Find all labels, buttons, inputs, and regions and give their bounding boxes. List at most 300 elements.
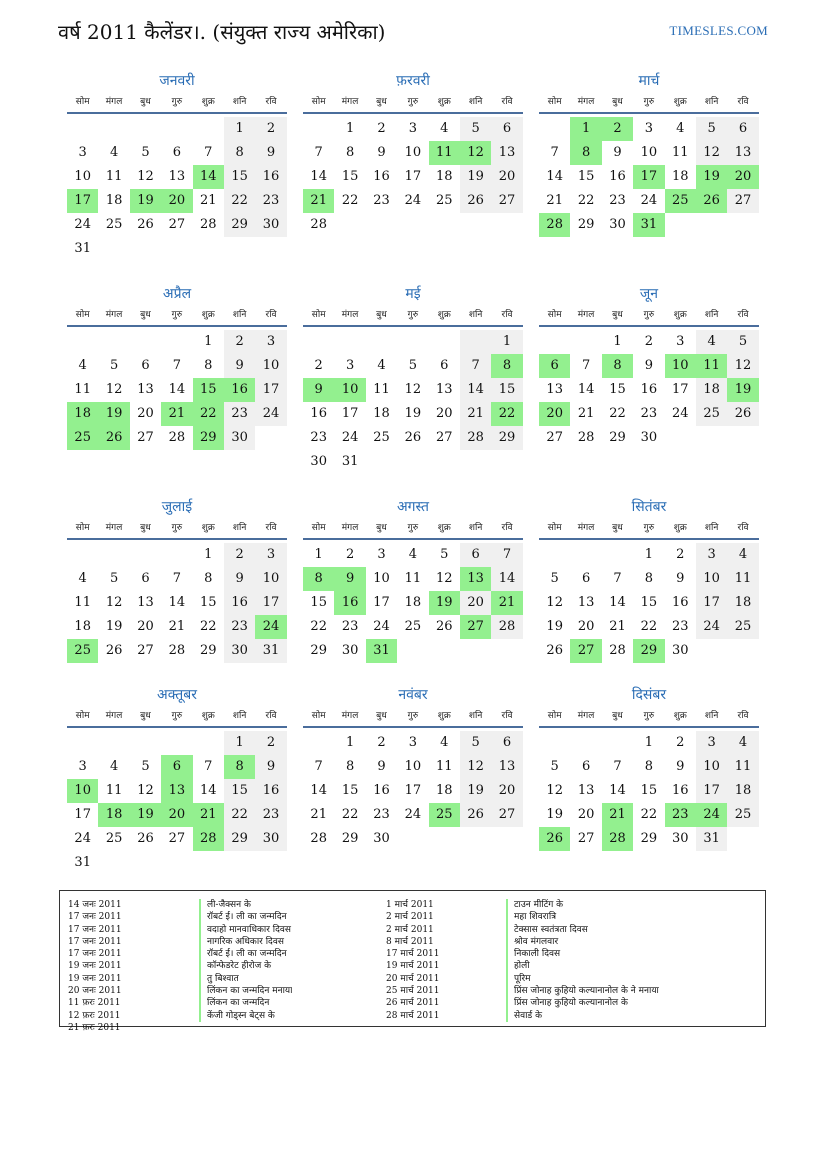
empty-cell bbox=[397, 213, 428, 237]
empty-cell bbox=[727, 827, 758, 851]
weekday-label: शुक्र bbox=[201, 523, 215, 533]
day-cell: 11 bbox=[105, 169, 123, 184]
weekday-label: शनि bbox=[232, 310, 247, 320]
holiday-name: कॉन्फेडरेट हीरोज के bbox=[199, 960, 292, 972]
day-cell: 4 bbox=[727, 731, 758, 755]
holiday-day-cell: 31 bbox=[633, 213, 664, 237]
day-cell: 25 bbox=[404, 619, 422, 634]
weekday-label: बुध bbox=[612, 523, 623, 533]
holiday-name: श्रोव मंगलवार bbox=[506, 936, 659, 948]
holiday-date: 28 मार्च 2011 bbox=[386, 1010, 440, 1021]
month-3 bbox=[539, 70, 759, 237]
day-cell: 1 bbox=[345, 735, 355, 750]
weekday-label: शनि bbox=[232, 523, 247, 533]
holiday-day-cell: 8 bbox=[602, 354, 633, 378]
weekday-label: बुध bbox=[376, 310, 387, 320]
day-cell: 17 bbox=[74, 807, 91, 822]
empty-cell bbox=[130, 330, 161, 354]
weekday-label: शनि bbox=[468, 97, 483, 107]
day-cell: 14 bbox=[168, 595, 186, 610]
empty-cell bbox=[460, 213, 491, 237]
day-cell: 28 bbox=[609, 643, 626, 658]
weekday-header bbox=[67, 706, 287, 728]
empty-cell bbox=[539, 543, 570, 567]
day-cell: 14 bbox=[168, 382, 186, 397]
holiday-date: 17 मार्च 2011 bbox=[386, 949, 440, 960]
weekday-label: सोम bbox=[311, 310, 326, 320]
day-cell: 3 bbox=[408, 735, 417, 750]
holiday-name: केंजी गोड्स्न बेट्स के bbox=[199, 1010, 292, 1022]
holiday-name: रॉबर्ट ई। ली का जन्मदिन bbox=[199, 948, 292, 960]
day-cell: 30 bbox=[671, 643, 689, 658]
holiday-date: 17 जनः 2011 bbox=[68, 949, 122, 960]
day-cell: 23 bbox=[224, 615, 255, 639]
day-cell: 5 bbox=[460, 731, 491, 755]
empty-cell bbox=[303, 330, 334, 354]
holiday-name: लिंकन का जन्मदिन bbox=[199, 997, 292, 1009]
holiday-day-cell: 11 bbox=[429, 141, 460, 165]
holiday-day-cell: 27 bbox=[570, 639, 601, 663]
day-cell: 29 bbox=[310, 643, 327, 658]
weekday-label: गुरु bbox=[407, 523, 419, 533]
holiday-day-cell: 16 bbox=[334, 591, 365, 615]
day-cell: 25 bbox=[435, 193, 453, 208]
day-cell: 10 bbox=[255, 354, 286, 378]
day-cell: 24 bbox=[696, 615, 727, 639]
day-cell: 19 bbox=[546, 807, 563, 822]
day-cell: 12 bbox=[105, 382, 123, 397]
day-cell: 13 bbox=[727, 141, 758, 165]
weekday-label: रवि bbox=[501, 523, 513, 533]
empty-cell bbox=[429, 827, 460, 851]
day-cell: 14 bbox=[609, 783, 626, 798]
weekday-label: गुरु bbox=[407, 97, 419, 107]
day-cell: 18 bbox=[696, 378, 727, 402]
weekday-label: सोम bbox=[311, 97, 326, 107]
day-cell: 29 bbox=[577, 217, 595, 232]
day-cell: 7 bbox=[172, 571, 181, 586]
month-title: फ़रवरी bbox=[396, 73, 430, 89]
day-cell: 18 bbox=[727, 591, 758, 615]
day-cell: 30 bbox=[341, 643, 359, 658]
day-cell: 21 bbox=[609, 619, 626, 634]
day-cell: 22 bbox=[577, 193, 595, 208]
day-cell: 9 bbox=[224, 354, 255, 378]
day-cell: 16 bbox=[373, 169, 390, 184]
day-cell: 1 bbox=[224, 731, 255, 755]
day-cell: 4 bbox=[696, 330, 727, 354]
day-cell: 15 bbox=[577, 169, 595, 184]
empty-cell bbox=[334, 213, 365, 237]
weekday-label: बुध bbox=[140, 523, 151, 533]
month-11 bbox=[303, 684, 523, 851]
day-cell: 30 bbox=[671, 831, 689, 846]
holiday-names-col2 bbox=[506, 899, 659, 1034]
day-cell: 7 bbox=[613, 759, 622, 774]
day-cell: 5 bbox=[550, 571, 559, 586]
empty-cell bbox=[130, 117, 161, 141]
weekday-label: शनि bbox=[704, 523, 719, 533]
empty-cell bbox=[602, 731, 633, 755]
weekday-label: शुक्र bbox=[673, 97, 687, 107]
empty-cell bbox=[255, 426, 286, 450]
day-cell: 4 bbox=[78, 571, 87, 586]
day-cell: 23 bbox=[341, 619, 359, 634]
weekday-label: सोम bbox=[547, 97, 562, 107]
empty-cell bbox=[460, 330, 491, 354]
empty-cell bbox=[491, 450, 522, 474]
day-cell: 12 bbox=[404, 382, 422, 397]
day-cell: 23 bbox=[255, 189, 286, 213]
holiday-dates-col1 bbox=[68, 899, 122, 1034]
day-cell: 27 bbox=[137, 430, 154, 445]
holiday-list bbox=[59, 890, 766, 1033]
day-cell: 30 bbox=[255, 827, 286, 851]
empty-cell bbox=[193, 117, 224, 141]
holiday-name: महा शिवरात्रि bbox=[506, 911, 659, 923]
day-cell: 27 bbox=[168, 831, 186, 846]
empty-cell bbox=[696, 639, 727, 663]
day-cell: 5 bbox=[141, 759, 150, 774]
brand-link[interactable]: TIMESLES.COM bbox=[669, 23, 768, 38]
holiday-name: प्रिंस जोनाह कुहियो कल्यानानोल के ने मनाया bbox=[506, 985, 659, 997]
day-cell: 18 bbox=[727, 779, 758, 803]
day-cell: 24 bbox=[640, 193, 658, 208]
day-cell: 26 bbox=[137, 831, 154, 846]
month-title: नवंबर bbox=[398, 687, 428, 703]
day-cell: 3 bbox=[377, 547, 386, 562]
empty-cell bbox=[98, 237, 129, 261]
holiday-day-cell: 25 bbox=[429, 803, 460, 827]
holiday-date: 25 मार्च 2011 bbox=[386, 986, 440, 997]
days-grid bbox=[303, 330, 523, 474]
day-cell: 21 bbox=[460, 402, 491, 426]
weekday-label: शनि bbox=[704, 97, 719, 107]
month-5 bbox=[303, 283, 523, 474]
day-cell: 1 bbox=[204, 547, 213, 562]
weekday-header bbox=[539, 706, 759, 728]
weekday-label: रवि bbox=[501, 310, 513, 320]
day-cell: 28 bbox=[168, 643, 186, 658]
day-cell: 12 bbox=[137, 783, 154, 798]
holiday-day-cell: 6 bbox=[539, 354, 570, 378]
empty-cell bbox=[727, 426, 758, 450]
day-cell: 10 bbox=[373, 571, 390, 586]
holiday-day-cell: 27 bbox=[460, 615, 491, 639]
weekday-label: गुरु bbox=[171, 310, 183, 320]
day-cell: 12 bbox=[546, 595, 563, 610]
month-title: मई bbox=[405, 286, 421, 302]
day-cell: 19 bbox=[404, 406, 422, 421]
day-cell: 18 bbox=[105, 193, 123, 208]
day-cell: 6 bbox=[581, 571, 591, 586]
weekday-label: बुध bbox=[140, 711, 151, 721]
holiday-date: 2 मार्च 2011 bbox=[386, 912, 434, 923]
weekday-label: शुक्र bbox=[201, 711, 215, 721]
weekday-label: शनि bbox=[468, 711, 483, 721]
day-cell: 23 bbox=[224, 402, 255, 426]
day-cell: 13 bbox=[491, 141, 522, 165]
weekday-label: बुध bbox=[376, 523, 387, 533]
weekday-label: मंगल bbox=[105, 97, 123, 107]
holiday-dates-col2 bbox=[386, 899, 440, 1034]
empty-cell bbox=[193, 237, 224, 261]
empty-cell bbox=[397, 827, 428, 851]
holiday-names-col1 bbox=[199, 899, 292, 1034]
day-cell: 3 bbox=[255, 330, 286, 354]
day-cell: 23 bbox=[310, 430, 327, 445]
month-title: अप्रैल bbox=[162, 286, 192, 302]
weekday-label: गुरु bbox=[643, 523, 655, 533]
day-cell: 16 bbox=[609, 169, 626, 184]
day-cell: 6 bbox=[141, 358, 150, 373]
day-cell: 5 bbox=[460, 117, 491, 141]
empty-cell bbox=[98, 330, 129, 354]
weekday-label: मंगल bbox=[577, 97, 595, 107]
weekday-label: सोम bbox=[311, 523, 326, 533]
holiday-name: ली-जैक्सन के bbox=[199, 899, 292, 911]
day-cell: 27 bbox=[491, 189, 522, 213]
holiday-day-cell: 21 bbox=[193, 803, 224, 827]
month-title: जून bbox=[639, 286, 659, 302]
empty-cell bbox=[366, 213, 397, 237]
day-cell: 2 bbox=[676, 735, 685, 750]
weekday-label: मंगल bbox=[341, 711, 359, 721]
holiday-date: 20 जनः 2011 bbox=[68, 986, 122, 997]
day-cell: 4 bbox=[377, 358, 386, 373]
days-grid bbox=[303, 543, 523, 663]
empty-cell bbox=[429, 330, 460, 354]
holiday-day-cell: 13 bbox=[161, 779, 192, 803]
weekday-header bbox=[539, 92, 759, 114]
day-cell: 6 bbox=[581, 759, 591, 774]
empty-cell bbox=[161, 543, 192, 567]
days-grid bbox=[539, 330, 759, 450]
day-cell: 22 bbox=[640, 619, 658, 634]
day-cell: 28 bbox=[199, 217, 217, 232]
empty-cell bbox=[98, 117, 129, 141]
empty-cell bbox=[130, 731, 161, 755]
day-cell: 8 bbox=[204, 571, 213, 586]
empty-cell bbox=[397, 330, 428, 354]
weekday-label: गुरु bbox=[643, 310, 655, 320]
holiday-name: सेवार्ड के bbox=[506, 1010, 659, 1022]
weekday-label: रवि bbox=[265, 523, 277, 533]
empty-cell bbox=[255, 237, 286, 261]
month-10 bbox=[67, 684, 287, 875]
day-cell: 17 bbox=[696, 779, 727, 803]
weekday-label: सोम bbox=[75, 310, 90, 320]
holiday-name: टेक्सास स्वतंत्रता दिवस bbox=[506, 924, 659, 936]
holiday-day-cell: 19 bbox=[130, 803, 161, 827]
day-cell: 11 bbox=[404, 571, 422, 586]
day-cell: 4 bbox=[676, 121, 685, 136]
day-cell: 5 bbox=[109, 571, 119, 586]
day-cell: 29 bbox=[199, 643, 217, 658]
day-cell: 2 bbox=[676, 547, 685, 562]
holiday-day-cell: 28 bbox=[193, 827, 224, 851]
weekday-header bbox=[67, 92, 287, 114]
day-cell: 28 bbox=[310, 831, 327, 846]
day-cell: 11 bbox=[105, 783, 123, 798]
day-cell: 7 bbox=[314, 145, 323, 160]
day-cell: 19 bbox=[105, 619, 123, 634]
day-cell: 10 bbox=[404, 759, 422, 774]
day-cell: 16 bbox=[310, 406, 327, 421]
day-cell: 5 bbox=[109, 358, 119, 373]
day-cell: 25 bbox=[105, 831, 123, 846]
holiday-day-cell: 10 bbox=[67, 779, 98, 803]
holiday-date: 19 मार्च 2011 bbox=[386, 961, 440, 972]
day-cell: 16 bbox=[671, 783, 689, 798]
day-cell: 28 bbox=[460, 426, 491, 450]
day-cell: 21 bbox=[168, 619, 186, 634]
day-cell: 4 bbox=[440, 735, 449, 750]
month-title: जनवरी bbox=[159, 73, 195, 89]
month-title: अगस्त bbox=[396, 499, 429, 515]
day-cell: 12 bbox=[137, 169, 154, 184]
empty-cell bbox=[255, 851, 286, 875]
day-cell: 8 bbox=[204, 358, 213, 373]
holiday-day-cell: 19 bbox=[98, 402, 129, 426]
holiday-day-cell: 13 bbox=[460, 567, 491, 591]
day-cell: 1 bbox=[613, 334, 622, 349]
day-cell: 2 bbox=[314, 358, 323, 373]
days-grid bbox=[67, 330, 287, 450]
day-cell: 4 bbox=[440, 121, 449, 136]
day-cell: 12 bbox=[696, 141, 727, 165]
holiday-day-cell: 24 bbox=[696, 803, 727, 827]
day-cell: 30 bbox=[310, 454, 327, 469]
day-cell: 7 bbox=[581, 358, 591, 373]
weekday-label: रवि bbox=[265, 97, 277, 107]
holiday-day-cell: 20 bbox=[161, 803, 192, 827]
day-cell: 18 bbox=[404, 595, 422, 610]
day-cell: 21 bbox=[577, 406, 595, 421]
holiday-day-cell: 21 bbox=[303, 189, 334, 213]
day-cell: 14 bbox=[199, 783, 217, 798]
holiday-day-cell: 19 bbox=[696, 165, 727, 189]
day-cell: 18 bbox=[74, 619, 91, 634]
day-cell: 20 bbox=[491, 165, 522, 189]
day-cell: 31 bbox=[341, 454, 359, 469]
holiday-date: 21 फ़रः 2011 bbox=[68, 1022, 121, 1033]
empty-cell bbox=[366, 450, 397, 474]
day-cell: 23 bbox=[671, 619, 689, 634]
day-cell: 16 bbox=[224, 591, 255, 615]
day-cell: 20 bbox=[577, 619, 595, 634]
day-cell: 26 bbox=[435, 619, 453, 634]
empty-cell bbox=[303, 117, 334, 141]
day-cell: 6 bbox=[141, 571, 150, 586]
days-grid bbox=[539, 543, 759, 663]
month-title: जुलाई bbox=[161, 499, 193, 515]
day-cell: 13 bbox=[491, 755, 522, 779]
day-cell: 3 bbox=[696, 731, 727, 755]
day-cell: 2 bbox=[255, 117, 286, 141]
day-cell: 5 bbox=[696, 117, 727, 141]
day-cell: 4 bbox=[109, 145, 119, 160]
holiday-name: रॉबर्ट ई। ली का जन्मदिन bbox=[199, 911, 292, 923]
holiday-date: 17 जनः 2011 bbox=[68, 912, 122, 923]
holiday-name: वदाहो मानवाधिकार दिवस bbox=[199, 924, 292, 936]
empty-cell bbox=[98, 543, 129, 567]
day-cell: 13 bbox=[137, 595, 154, 610]
weekday-label: गुरु bbox=[643, 97, 655, 107]
day-cell: 18 bbox=[435, 783, 453, 798]
day-cell: 15 bbox=[609, 382, 626, 397]
day-cell: 7 bbox=[204, 145, 213, 160]
day-cell: 20 bbox=[577, 807, 595, 822]
day-cell: 14 bbox=[609, 595, 626, 610]
day-cell: 29 bbox=[341, 831, 359, 846]
holiday-day-cell: 20 bbox=[727, 165, 758, 189]
day-cell: 26 bbox=[727, 402, 758, 426]
day-cell: 11 bbox=[74, 382, 91, 397]
holiday-day-cell: 19 bbox=[429, 591, 460, 615]
holiday-day-cell: 10 bbox=[334, 378, 365, 402]
weekday-label: सोम bbox=[547, 310, 562, 320]
day-cell: 5 bbox=[727, 330, 758, 354]
day-cell: 30 bbox=[224, 426, 255, 450]
day-cell: 27 bbox=[727, 189, 758, 213]
day-cell: 17 bbox=[255, 591, 286, 615]
month-6 bbox=[539, 283, 759, 450]
day-cell: 30 bbox=[373, 831, 390, 846]
empty-cell bbox=[696, 213, 727, 237]
day-cell: 14 bbox=[577, 382, 595, 397]
weekday-label: सोम bbox=[311, 711, 326, 721]
day-cell: 18 bbox=[373, 406, 390, 421]
empty-cell bbox=[491, 827, 522, 851]
holiday-day-cell: 26 bbox=[98, 426, 129, 450]
empty-cell bbox=[539, 117, 570, 141]
weekday-label: गुरु bbox=[171, 97, 183, 107]
weekday-label: शुक्र bbox=[437, 523, 451, 533]
day-cell: 9 bbox=[676, 759, 685, 774]
day-cell: 7 bbox=[172, 358, 181, 373]
day-cell: 9 bbox=[676, 571, 685, 586]
empty-cell bbox=[460, 639, 491, 663]
holiday-day-cell: 26 bbox=[696, 189, 727, 213]
day-cell: 1 bbox=[224, 117, 255, 141]
day-cell: 3 bbox=[696, 543, 727, 567]
month-title: दिसंबर bbox=[631, 687, 667, 703]
month-2 bbox=[303, 70, 523, 237]
day-cell: 6 bbox=[172, 145, 181, 160]
weekday-header bbox=[303, 706, 523, 728]
day-cell: 19 bbox=[460, 779, 491, 803]
day-cell: 16 bbox=[255, 165, 286, 189]
empty-cell bbox=[539, 731, 570, 755]
day-cell: 6 bbox=[491, 117, 522, 141]
days-grid bbox=[539, 731, 759, 851]
weekday-label: बुध bbox=[140, 97, 151, 107]
day-cell: 8 bbox=[345, 759, 355, 774]
day-cell: 2 bbox=[377, 121, 386, 136]
day-cell: 3 bbox=[78, 145, 87, 160]
weekday-label: शुक्र bbox=[201, 97, 215, 107]
day-cell: 13 bbox=[435, 382, 453, 397]
day-cell: 22 bbox=[224, 189, 255, 213]
day-cell: 13 bbox=[577, 783, 595, 798]
day-cell: 9 bbox=[377, 145, 386, 160]
day-cell: 5 bbox=[408, 358, 417, 373]
day-cell: 4 bbox=[78, 358, 87, 373]
day-cell: 15 bbox=[491, 378, 522, 402]
holiday-date: 12 फ़रः 2011 bbox=[68, 1010, 121, 1021]
holiday-name: नागरिक अधिकार दिवस bbox=[199, 936, 292, 948]
